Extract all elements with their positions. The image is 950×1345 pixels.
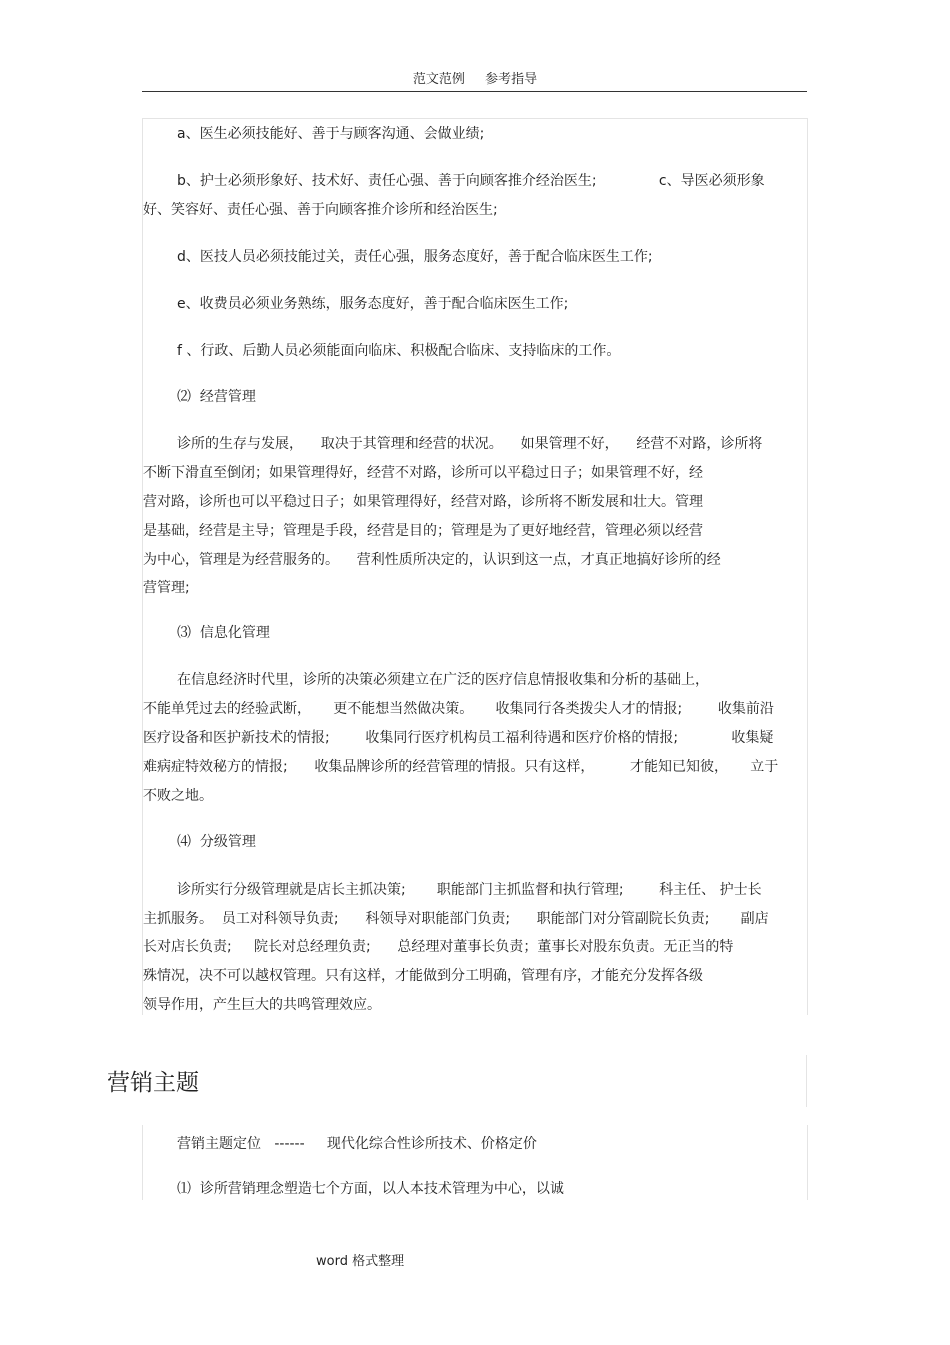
- text-line: 诊所的生存与发展， 取决于其管理和经营的状况。 如果管理不好， 经营不对路，诊所将: [177, 436, 763, 452]
- text-line: e、收费员必须业务熟练，服务态度好，善于配合临床医生工作;: [177, 296, 569, 312]
- text-line: 领导作用，产生巨大的共鸣管理效应。: [143, 997, 381, 1013]
- text-line: f 、行政、后勤人员必须能面向临床、积极配合临床、支持临床的工作。: [177, 343, 621, 359]
- text-line: 不断下滑直至倒闭；如果管理得好，经营不对路，诊所可以平稳过日子；如果管理不好，经: [143, 465, 703, 481]
- text-line: 为中心，管理是为经营服务的。 营利性质所决定的，认识到这一点，才真正地搞好诊所的经: [143, 552, 721, 568]
- text-line: 诊所实行分级管理就是店长主抓决策; 职能部门主抓监督和执行管理; 科主任、 护士长: [177, 882, 762, 898]
- header-left-text: 范文范例: [412, 72, 465, 87]
- heading-divider: [806, 1055, 807, 1107]
- text-line: 好、笑容好、责任心强、善于向顾客推介诊所和经治医生;: [143, 202, 498, 218]
- text-line: ⑴ 诊所营销理念塑造七个方面，以人本技术管理为中心，以诚: [177, 1181, 564, 1197]
- text-line: 长对店长负责; 院长对总经理负责; 总经理对董事长负责；董事长对股东负责。无正当的特: [143, 939, 734, 955]
- text-line: 是基础，经营是主导；管理是手段，经营是目的；管理是为了更好地经营，管理必须以经营: [143, 523, 703, 539]
- text-line: 营销主题定位 ------ 现代化综合性诊所技术、价格定价: [177, 1136, 537, 1152]
- section-heading: 营销主题: [107, 1070, 199, 1096]
- text-line: a、医生必须技能好、善于与顾客沟通、会做业绩;: [177, 126, 485, 142]
- text-line: b、护士必须形象好、技术好、责任心强、善于向顾客推介经治医生; c、导医必须形象: [177, 173, 765, 189]
- text-line: 难病症特效秘方的情报; 收集品牌诊所的经营管理的情报。只有这样， 才能知已知彼， 立于: [143, 759, 779, 775]
- text-line: d、医技人员必须技能过关，责任心强，服务态度好，善于配合临床医生工作;: [177, 249, 653, 265]
- text-line: 营管理;: [143, 580, 190, 596]
- header-right-text: 参考指导: [485, 72, 538, 87]
- text-line: 殊情况，决不可以越权管理。只有这样，才能做到分工明确，管理有序，才能充分发挥各级: [143, 968, 703, 984]
- page-header: [0, 68, 950, 87]
- text-line: 主抓服务。 员工对科领导负责; 科领导对职能部门负责; 职能部门对分管副院长负责; 副店: [143, 911, 769, 927]
- text-line: ⑷ 分级管理: [177, 834, 256, 850]
- text-line: ⑶ 信息化管理: [177, 625, 270, 641]
- header-rule: [142, 91, 807, 92]
- page-footer: word 格式整理: [316, 1254, 405, 1269]
- text-line: 不败之地。: [143, 788, 213, 804]
- text-line: 不能单凭过去的经验武断， 更不能想当然做决策。 收集同行各类拨尖人才的情报; 收集前沿: [143, 701, 774, 717]
- text-line: 在信息经济时代里，诊所的决策必须建立在广泛的医疗信息情报收集和分析的基础上，: [177, 672, 709, 688]
- text-line: ⑵ 经营管理: [177, 389, 256, 405]
- text-line: 营对路，诊所也可以平稳过日子；如果管理得好，经营对路，诊所将不断发展和壮大。管理: [143, 494, 703, 510]
- text-line: 医疗设备和医护新技术的情报; 收集同行医疗机构员工福利待遇和医疗价格的情报; 收集疑: [143, 730, 774, 746]
